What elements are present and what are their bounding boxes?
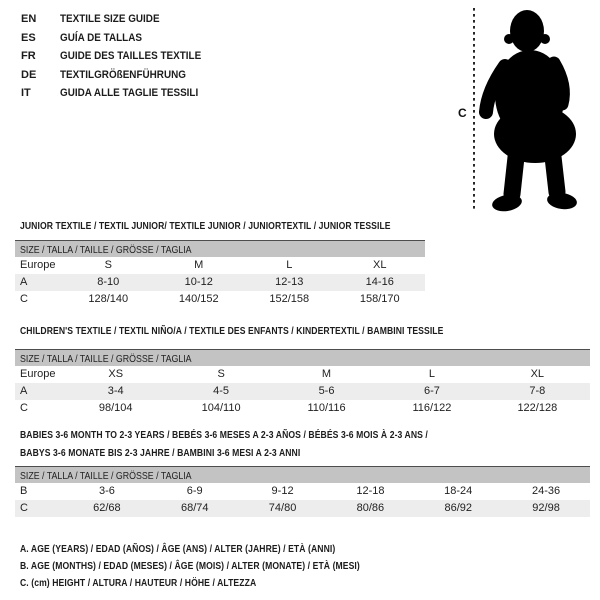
row-label: C [20,293,28,305]
size-cell: M [194,259,204,271]
size-cell: 8-10 [97,276,120,288]
language-code: ES [21,31,36,44]
babies-table-title: BABIES 3-6 MONTH TO 2-3 YEARS / BEBÉS 3-6 MESES A 2-3 AÑOS / BÉBÉS 3-6 MOIS À 2-3 ANS / BABYS 3-6 MONATE BIS 2-3 JAHRE / BAMBINI 3-6 MESI A 2-3 ANNI [20,429,428,459]
language-label: GUIDE DES TAILLES TEXTILE [60,50,202,63]
children-table-title: CHILDREN'S TEXTILE / TEXTIL NIÑO/A / TEXTILE DES ENFANTS / KINDERTEXTIL / BAMBINI TESSILE [20,325,444,337]
size-cell: XS [108,368,124,380]
language-label: GUIDA ALLE TAGLIE TESSILI [60,87,199,100]
size-header-bar [15,466,590,483]
row-label: C [20,402,28,414]
language-row-it [21,87,217,106]
size-header-bar [15,349,590,366]
size-cell: 7-8 [529,385,546,397]
row-label: Europe [20,368,56,380]
language-code: EN [21,13,37,25]
note-age-months: B. AGE (MONTHS) / EDAD (MESES) / ÂGE (MOIS) / ALTER (MONATE) / ETÀ (MESI) [20,560,360,573]
size-cell: 62/68 [93,502,121,514]
size-cell: 152/158 [269,293,310,305]
size-cell: 158/170 [359,293,400,305]
size-cell: 10-12 [184,276,213,288]
table-row [15,483,590,500]
size-cell: S [104,259,112,271]
note-age-years: A. AGE (YEARS) / EDAD (AÑOS) / ÂGE (ANS) / ALTER (JAHRE) / ETÀ (ANNI) [20,543,336,555]
size-cell: S [217,368,225,380]
table-row [15,400,590,417]
babies-size-table [15,466,590,517]
junior-size-table [15,240,425,308]
children-size-table [15,349,590,417]
size-cell: 110/116 [307,402,346,414]
size-cell: XL [373,259,387,271]
size-cell: 9-12 [271,485,294,497]
baby-figure [450,0,600,220]
table-row [15,366,590,383]
table-row [15,257,425,274]
row-label: A [20,385,28,397]
junior-table-title: JUNIOR TEXTILE / TEXTIL JUNIOR/ TEXTILE JUNIOR / JUNIORTEXTIL / JUNIOR TESSILE [20,220,391,232]
row-label: A [20,276,28,288]
size-cell: 140/152 [178,293,219,305]
size-cell: 80/86 [356,502,385,514]
size-cell: 122/128 [517,402,558,414]
size-cell: 98/104 [98,402,133,414]
table-row [15,500,590,517]
language-code: IT [21,87,31,100]
size-cell: 12-13 [275,276,304,288]
size-cell: 86/92 [444,502,472,514]
language-list [21,13,217,106]
size-cell: 6-9 [186,485,203,497]
size-cell: 6-7 [423,385,440,397]
language-label: TEXTILE SIZE GUIDE [60,13,160,25]
size-header-bar [15,240,425,257]
table-row [15,274,425,291]
language-code: DE [21,68,37,81]
size-cell: 14-16 [365,276,394,288]
table-row [15,383,590,400]
size-cell: L [428,368,435,380]
row-label: Europe [20,259,56,271]
legend-notes [20,539,434,591]
size-cell: 3-4 [107,385,124,397]
size-cell: M [321,368,332,380]
language-row-en [21,13,217,32]
size-cell: 116/122 [412,402,452,414]
row-label: B [20,485,28,497]
size-cell: 74/80 [268,502,297,514]
size-header-label: SIZE / TALLA / TAILLE / GRÖSSE / TAGLIA [20,470,192,482]
size-header-label: SIZE / TALLA / TAILLE / GRÖSSE / TAGLIA [20,244,192,256]
language-label: GUÍA DE TALLAS [60,31,142,44]
language-code: FR [21,50,36,63]
language-row-es [21,32,217,51]
table-row [15,291,425,308]
size-cell: 4-5 [213,385,230,397]
size-cell: 5-6 [318,385,335,397]
size-cell: 3-6 [98,485,115,497]
size-cell: 92/98 [532,502,560,514]
size-cell: L [286,259,293,271]
size-cell: 24-36 [531,485,561,497]
size-cell: XL [530,368,545,380]
row-label: C [20,502,28,514]
size-cell: 128/140 [88,293,129,305]
size-header-label: SIZE / TALLA / TAILLE / GRÖSSE / TAGLIA [20,353,192,365]
language-label: TEXTILGRÖßENFÜHRUNG [60,68,186,81]
size-cell: 68/74 [180,502,209,514]
language-row-de [21,69,217,88]
language-row-fr [21,50,217,69]
size-cell: 18-24 [444,485,473,497]
height-marker-label: C [458,106,467,120]
size-cell: 12-18 [356,485,385,497]
size-cell: 104/110 [201,402,241,414]
note-height-cm: C. (cm) HEIGHT / ALTURA / HAUTEUR / HÖHE / ALTEZZA [20,577,257,590]
